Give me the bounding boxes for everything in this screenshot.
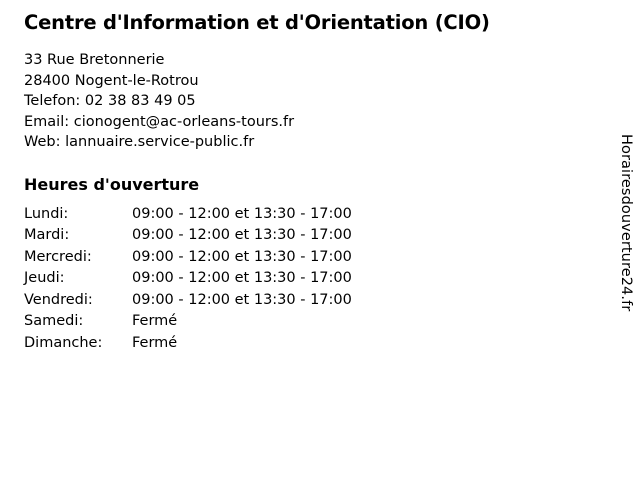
hours-day-label: Vendredi: bbox=[24, 291, 93, 308]
hours-time-value: 09:00 - 12:00 et 13:30 - 17:00 bbox=[132, 248, 352, 265]
address-block bbox=[24, 50, 594, 153]
hours-day-label: Samedi: bbox=[24, 313, 84, 329]
address-line-street: 33 Rue Bretonnerie bbox=[24, 52, 165, 68]
address-line-phone: Telefon: 02 38 83 49 05 bbox=[24, 93, 196, 109]
table-row bbox=[24, 311, 594, 333]
hours-day-label: Dimanche: bbox=[24, 334, 103, 351]
table-row bbox=[24, 333, 594, 355]
sidebar-watermark: Horairesdouverture24.fr bbox=[618, 134, 634, 312]
opening-hours-table bbox=[24, 204, 594, 355]
hours-day-label: Mardi: bbox=[24, 227, 70, 243]
page-title: Centre d'Information et d'Orientation (CIO) bbox=[24, 11, 490, 34]
table-row bbox=[24, 290, 594, 312]
hours-time-value: 09:00 - 12:00 et 13:30 - 17:00 bbox=[132, 270, 352, 286]
opening-hours-heading: Heures d'ouverture bbox=[24, 174, 200, 194]
hours-time-value: 09:00 - 12:00 et 13:30 - 17:00 bbox=[132, 291, 352, 308]
hours-day-label: Lundi: bbox=[24, 205, 69, 222]
address-line-email: Email: cionogent@ac-orleans-tours.fr bbox=[24, 113, 295, 130]
address-line-city: 28400 Nogent-le-Rotrou bbox=[24, 72, 199, 89]
document-content bbox=[24, 10, 594, 354]
hours-day-label: Mercredi: bbox=[24, 248, 92, 265]
hours-time-value: Fermé bbox=[132, 334, 178, 351]
table-row bbox=[24, 268, 594, 290]
hours-time-value: 09:00 - 12:00 et 13:30 - 17:00 bbox=[132, 205, 352, 222]
address-line-web: Web: lannuaire.service-public.fr bbox=[24, 134, 255, 150]
hours-time-value: 09:00 - 12:00 et 13:30 - 17:00 bbox=[132, 227, 352, 243]
table-row bbox=[24, 225, 594, 247]
table-row bbox=[24, 204, 594, 226]
hours-time-value: Fermé bbox=[132, 313, 178, 329]
hours-day-label: Jeudi: bbox=[24, 270, 65, 286]
table-row bbox=[24, 247, 594, 269]
